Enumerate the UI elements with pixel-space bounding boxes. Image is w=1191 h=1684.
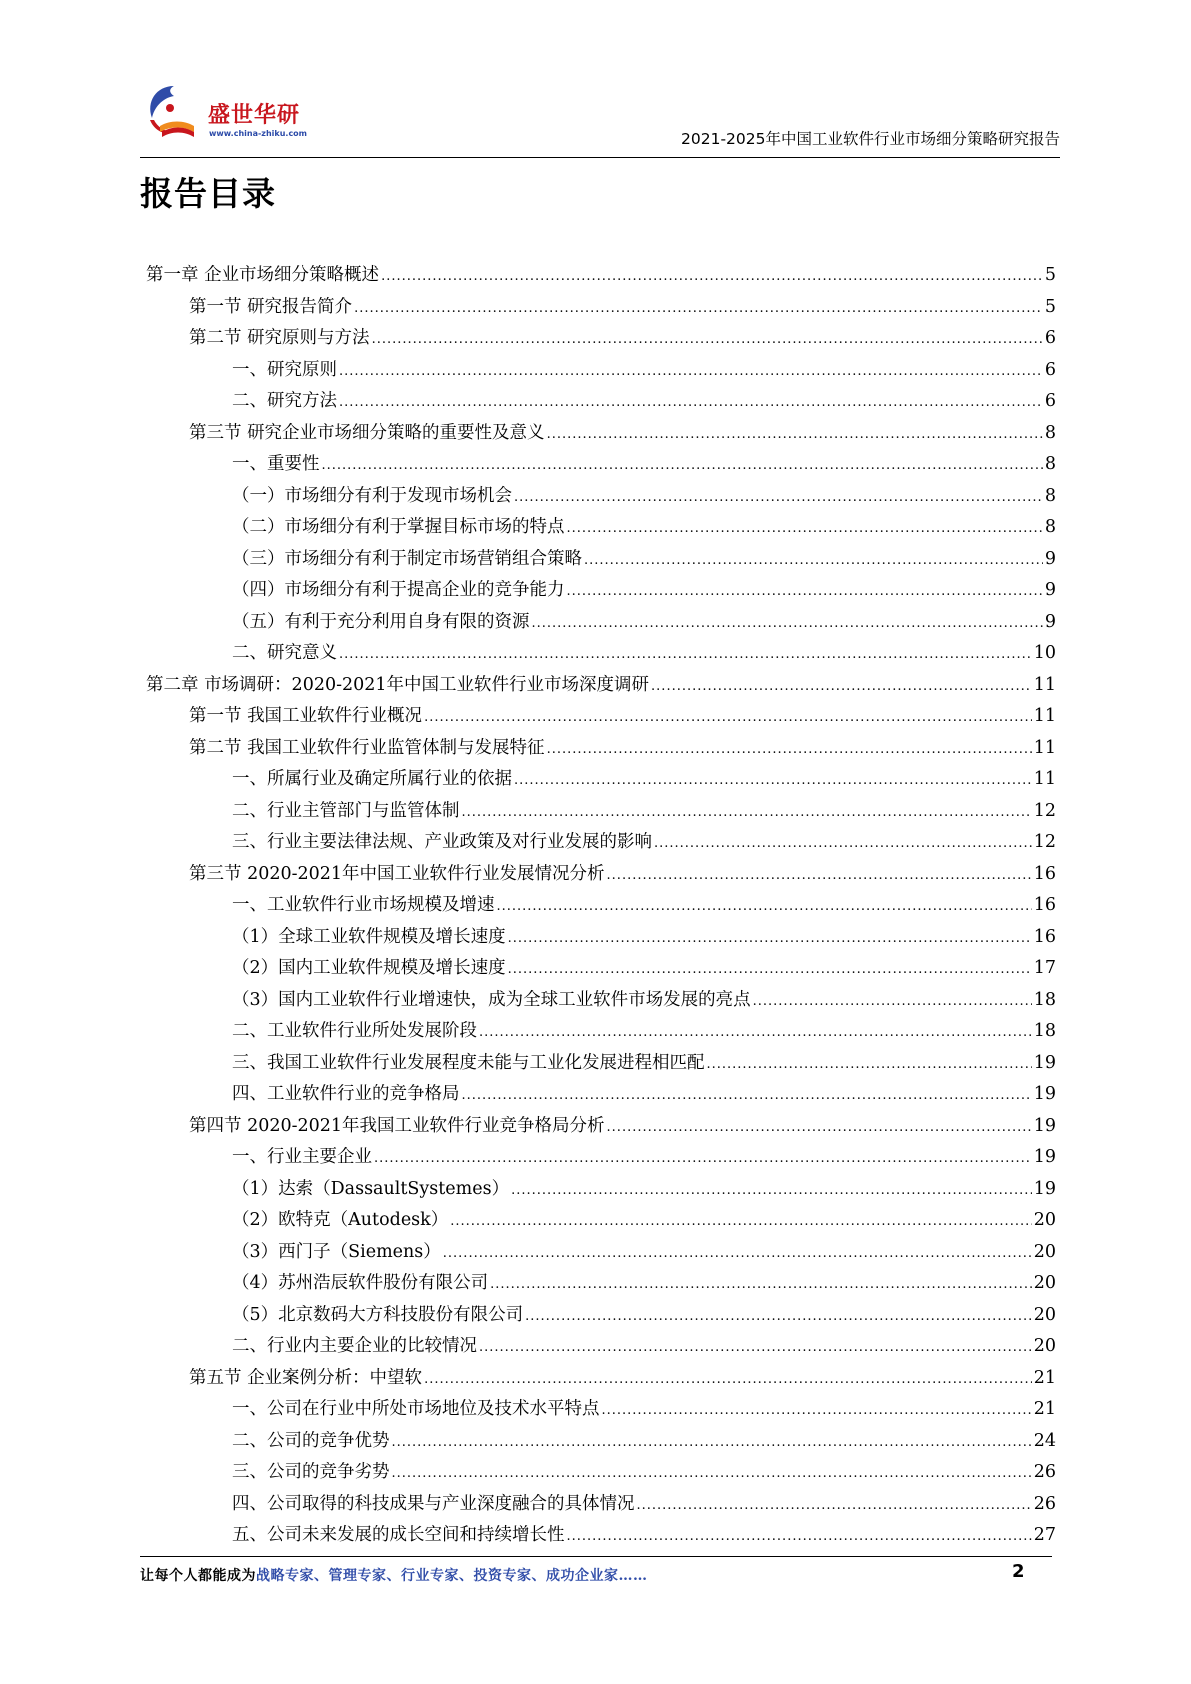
toc-entry-page: 6 xyxy=(1044,391,1056,411)
toc-entry[interactable] xyxy=(146,1363,1056,1395)
toc-entry[interactable] xyxy=(146,1174,1056,1206)
toc-entry[interactable] xyxy=(146,1489,1056,1521)
toc-dot-leader xyxy=(424,701,1032,734)
toc-entry-page: 19 xyxy=(1033,1052,1056,1073)
toc-entry[interactable] xyxy=(146,1457,1056,1489)
toc-entry-page: 16 xyxy=(1033,926,1056,947)
toc-entry-title: 第四节 2020-2021年我国工业软件行业竞争格局分析 xyxy=(189,1115,605,1136)
toc-entry-title: 三、公司的竞争劣势 xyxy=(232,1462,390,1482)
toc-entry[interactable] xyxy=(146,1394,1056,1426)
toc-entry-page: 20 xyxy=(1033,1304,1056,1325)
toc-entry[interactable] xyxy=(146,1016,1056,1048)
toc-entry[interactable] xyxy=(146,670,1056,702)
toc-dot-leader xyxy=(547,733,1032,766)
toc-entry-title: 第二节 我国工业软件行业监管体制与发展特征 xyxy=(189,737,545,758)
toc-entry-page: 20 xyxy=(1033,1273,1056,1293)
toc-dot-leader xyxy=(354,292,1043,325)
toc-entry[interactable] xyxy=(146,449,1056,481)
toc-dot-leader xyxy=(490,1268,1032,1301)
toc-entry[interactable] xyxy=(146,701,1056,733)
toc-entry-page: 17 xyxy=(1033,958,1056,978)
toc-entry[interactable] xyxy=(146,1079,1056,1111)
toc-entry-page: 20 xyxy=(1033,1210,1056,1230)
toc-entry-title: 第一节 研究报告简介 xyxy=(189,296,353,317)
toc-dot-leader xyxy=(607,1111,1032,1144)
toc-dot-leader xyxy=(462,796,1032,829)
slogan-prefix: 让每个人都能成为 xyxy=(140,1568,256,1584)
logo-url: www.china-zhiku.com xyxy=(209,129,308,138)
toc-entry-page: 9 xyxy=(1044,611,1056,632)
toc-entry-title: （1）全球工业软件规模及增长速度 xyxy=(232,926,506,947)
toc-dot-leader xyxy=(374,1142,1032,1175)
toc-entry[interactable] xyxy=(146,1111,1056,1143)
toc-entry-page: 19 xyxy=(1033,1084,1056,1104)
toc-dot-leader xyxy=(462,1079,1032,1112)
toc-dot-leader xyxy=(547,418,1043,451)
toc-dot-leader xyxy=(514,764,1032,797)
toc-dot-leader xyxy=(479,1016,1032,1049)
toc-entry[interactable] xyxy=(146,386,1056,418)
toc-entry-page: 26 xyxy=(1033,1462,1056,1482)
toc-dot-leader xyxy=(497,890,1032,923)
toc-dot-leader xyxy=(511,1174,1032,1207)
toc-entry[interactable] xyxy=(146,764,1056,796)
toc-entry-page: 27 xyxy=(1033,1525,1056,1545)
toc-entry-page: 16 xyxy=(1033,895,1056,915)
page-title: 报告目录 xyxy=(140,174,276,213)
toc-dot-leader xyxy=(322,449,1043,482)
toc-dot-leader xyxy=(443,1237,1032,1270)
toc-dot-leader xyxy=(339,638,1032,671)
toc-entry-title: （5）北京数码大方科技股份有限公司 xyxy=(232,1304,524,1325)
toc-dot-leader xyxy=(707,1048,1032,1081)
toc-entry-title: 五、公司未来发展的成长空间和持续增长性 xyxy=(232,1525,565,1545)
toc-dot-leader xyxy=(654,827,1032,860)
toc-entry-title: 第五节 企业案例分析：中望软 xyxy=(189,1367,423,1388)
toc-entry-page: 9 xyxy=(1044,580,1056,600)
toc-entry-title: 一、公司在行业中所处市场地位及技术水平特点 xyxy=(232,1399,600,1419)
toc-entry[interactable] xyxy=(146,607,1056,639)
toc-entry-title: （3）国内工业软件行业增速快，成为全球工业软件市场发展的亮点 xyxy=(232,989,751,1010)
report-title: 2021-2025年中国工业软件行业市场细分策略研究报告 xyxy=(681,130,1060,148)
toc-entry-title: 二、行业内主要企业的比较情况 xyxy=(232,1336,477,1356)
toc-entry-title: （4）苏州浩辰软件股份有限公司 xyxy=(232,1273,489,1293)
toc-entry-page: 20 xyxy=(1033,1336,1056,1356)
toc-entry-page: 21 xyxy=(1033,1367,1056,1388)
toc-entry-page: 9 xyxy=(1044,548,1056,569)
toc-entry[interactable] xyxy=(146,544,1056,576)
toc-entry[interactable] xyxy=(146,796,1056,828)
toc-entry[interactable] xyxy=(146,1142,1056,1174)
toc-entry[interactable] xyxy=(146,355,1056,387)
toc-entry-page: 8 xyxy=(1044,454,1056,474)
toc-entry-page: 11 xyxy=(1033,706,1056,726)
toc-entry[interactable] xyxy=(146,953,1056,985)
toc-entry-title: 四、公司取得的科技成果与产业深度融合的具体情况 xyxy=(232,1493,635,1514)
toc-entry-page: 8 xyxy=(1044,485,1056,506)
toc-dot-leader xyxy=(525,1300,1032,1333)
toc-entry-title: 二、行业主管部门与监管体制 xyxy=(232,800,460,821)
toc-entry-page: 11 xyxy=(1033,769,1056,789)
toc-entry-title: （2）国内工业软件规模及增长速度 xyxy=(232,958,506,978)
toc-entry-title: （3）西门子（Siemens） xyxy=(232,1241,441,1262)
toc-entry[interactable] xyxy=(146,638,1056,670)
toc-entry-page: 6 xyxy=(1044,328,1056,348)
toc-entry-title: 二、工业软件行业所处发展阶段 xyxy=(232,1021,477,1041)
slogan-highlight: 战略专家、管理专家、行业专家、投资专家、成功企业家…… xyxy=(256,1568,648,1584)
toc-dot-leader xyxy=(508,922,1032,955)
toc-entry-title: 一、工业软件行业市场规模及增速 xyxy=(232,895,495,915)
toc-entry-page: 19 xyxy=(1033,1115,1056,1136)
toc-dot-leader xyxy=(602,1394,1032,1427)
toc-entry-title: （三）市场细分有利于制定市场营销组合策略 xyxy=(232,548,582,569)
toc-dot-leader xyxy=(532,607,1043,640)
toc-entry[interactable] xyxy=(146,1426,1056,1458)
toc-entry-page: 19 xyxy=(1033,1147,1056,1167)
toc-dot-leader xyxy=(508,953,1032,986)
toc-entry[interactable] xyxy=(146,1300,1056,1332)
page-header xyxy=(140,80,1060,158)
toc-dot-leader xyxy=(392,1426,1032,1459)
toc-entry-page: 5 xyxy=(1044,265,1056,285)
toc-entry[interactable] xyxy=(146,985,1056,1017)
toc-entry-title: 一、行业主要企业 xyxy=(232,1147,372,1167)
toc-dot-leader xyxy=(392,1457,1032,1490)
toc-entry[interactable] xyxy=(146,733,1056,765)
toc-dot-leader xyxy=(339,386,1043,419)
toc-entry-title: 第三节 研究企业市场细分策略的重要性及意义 xyxy=(189,422,545,443)
toc-entry[interactable] xyxy=(146,1048,1056,1080)
toc-entry-title: （四）市场细分有利于提高企业的竞争能力 xyxy=(232,580,565,600)
toc-entry-title: （五）有利于充分利用自身有限的资源 xyxy=(232,611,530,632)
toc-entry-title: （二）市场细分有利于掌握目标市场的特点 xyxy=(232,517,565,537)
toc-entry-title: 二、研究方法 xyxy=(232,391,337,411)
toc-dot-leader xyxy=(381,260,1043,293)
toc-entry-title: （2）欧特克（Autodesk） xyxy=(232,1210,449,1230)
company-logo xyxy=(140,80,320,148)
footer-divider xyxy=(140,1556,1052,1557)
toc-entry[interactable] xyxy=(146,323,1056,355)
toc-entry[interactable] xyxy=(146,292,1056,324)
toc-entry-title: 第二章 市场调研：2020-2021年中国工业软件行业市场深度调研 xyxy=(146,674,650,695)
toc-dot-leader xyxy=(567,1520,1032,1553)
toc-entry-page: 18 xyxy=(1033,1021,1056,1041)
toc-entry-page: 8 xyxy=(1044,517,1056,537)
logo-text: 盛世华研 xyxy=(208,103,301,128)
toc-entry-title: 三、我国工业软件行业发展程度未能与工业化发展进程相匹配 xyxy=(232,1052,705,1073)
footer-slogan xyxy=(140,1565,648,1585)
toc-entry[interactable] xyxy=(146,512,1056,544)
toc-entry-title: 一、研究原则 xyxy=(232,359,337,380)
toc-dot-leader xyxy=(637,1489,1032,1522)
toc-entry[interactable] xyxy=(146,1268,1056,1300)
toc-entry-page: 24 xyxy=(1033,1430,1056,1451)
toc-entry[interactable] xyxy=(146,1237,1056,1269)
toc-entry-page: 21 xyxy=(1033,1399,1056,1419)
toc-entry-title: （1）达索（DassaultSystemes） xyxy=(232,1178,510,1199)
toc-entry-title: 第三节 2020-2021年中国工业软件行业发展情况分析 xyxy=(189,863,605,884)
toc-entry-title: 一、所属行业及确定所属行业的依据 xyxy=(232,769,512,789)
toc-dot-leader xyxy=(372,323,1043,356)
toc-entry-title: 二、研究意义 xyxy=(232,643,337,663)
table-of-contents xyxy=(146,260,1056,1552)
toc-dot-leader xyxy=(450,1205,1031,1238)
toc-dot-leader xyxy=(567,575,1043,608)
toc-entry-page: 16 xyxy=(1033,863,1056,884)
toc-entry[interactable] xyxy=(146,1331,1056,1363)
toc-entry-title: 三、行业主要法律法规、产业政策及对行业发展的影响 xyxy=(232,832,652,852)
toc-dot-leader xyxy=(651,670,1032,703)
toc-dot-leader xyxy=(339,355,1043,388)
toc-entry-title: 第一节 我国工业软件行业概况 xyxy=(189,706,423,726)
toc-entry-page: 5 xyxy=(1044,296,1056,317)
toc-dot-leader xyxy=(479,1331,1032,1364)
toc-entry-title: 第二节 研究原则与方法 xyxy=(189,328,370,348)
toc-entry-page: 26 xyxy=(1033,1493,1056,1514)
toc-entry[interactable] xyxy=(146,890,1056,922)
toc-entry-title: 四、工业软件行业的竞争格局 xyxy=(232,1084,460,1104)
toc-dot-leader xyxy=(567,512,1043,545)
toc-entry[interactable] xyxy=(146,260,1056,292)
toc-entry-page: 12 xyxy=(1033,832,1056,852)
toc-entry[interactable] xyxy=(146,1520,1056,1552)
toc-dot-leader xyxy=(584,544,1043,577)
toc-entry-title: 一、重要性 xyxy=(232,454,320,474)
toc-entry[interactable] xyxy=(146,859,1056,891)
toc-entry-title: 第一章 企业市场细分策略概述 xyxy=(146,265,380,285)
toc-entry-page: 12 xyxy=(1033,800,1056,821)
page-number: 2 xyxy=(1012,1561,1025,1582)
toc-entry[interactable] xyxy=(146,481,1056,513)
toc-entry-title: （一）市场细分有利于发现市场机会 xyxy=(232,485,512,506)
logo-emblem-icon xyxy=(140,80,206,146)
toc-entry-page: 20 xyxy=(1033,1241,1056,1262)
toc-dot-leader xyxy=(607,859,1032,892)
toc-entry[interactable] xyxy=(146,827,1056,859)
toc-dot-leader xyxy=(753,985,1032,1018)
toc-entry-page: 10 xyxy=(1033,643,1056,663)
toc-entry-page: 11 xyxy=(1033,737,1056,758)
toc-entry[interactable] xyxy=(146,1205,1056,1237)
toc-dot-leader xyxy=(424,1363,1032,1396)
toc-entry[interactable] xyxy=(146,418,1056,450)
toc-entry[interactable] xyxy=(146,922,1056,954)
toc-dot-leader xyxy=(514,481,1043,514)
toc-entry-title: 二、公司的竞争优势 xyxy=(232,1430,390,1451)
toc-entry-page: 19 xyxy=(1033,1178,1056,1199)
toc-entry[interactable] xyxy=(146,575,1056,607)
toc-entry-page: 11 xyxy=(1033,674,1056,695)
toc-entry-page: 6 xyxy=(1044,359,1056,380)
toc-entry-page: 18 xyxy=(1033,989,1056,1010)
toc-entry-page: 8 xyxy=(1044,422,1056,443)
header-divider xyxy=(140,157,1060,158)
